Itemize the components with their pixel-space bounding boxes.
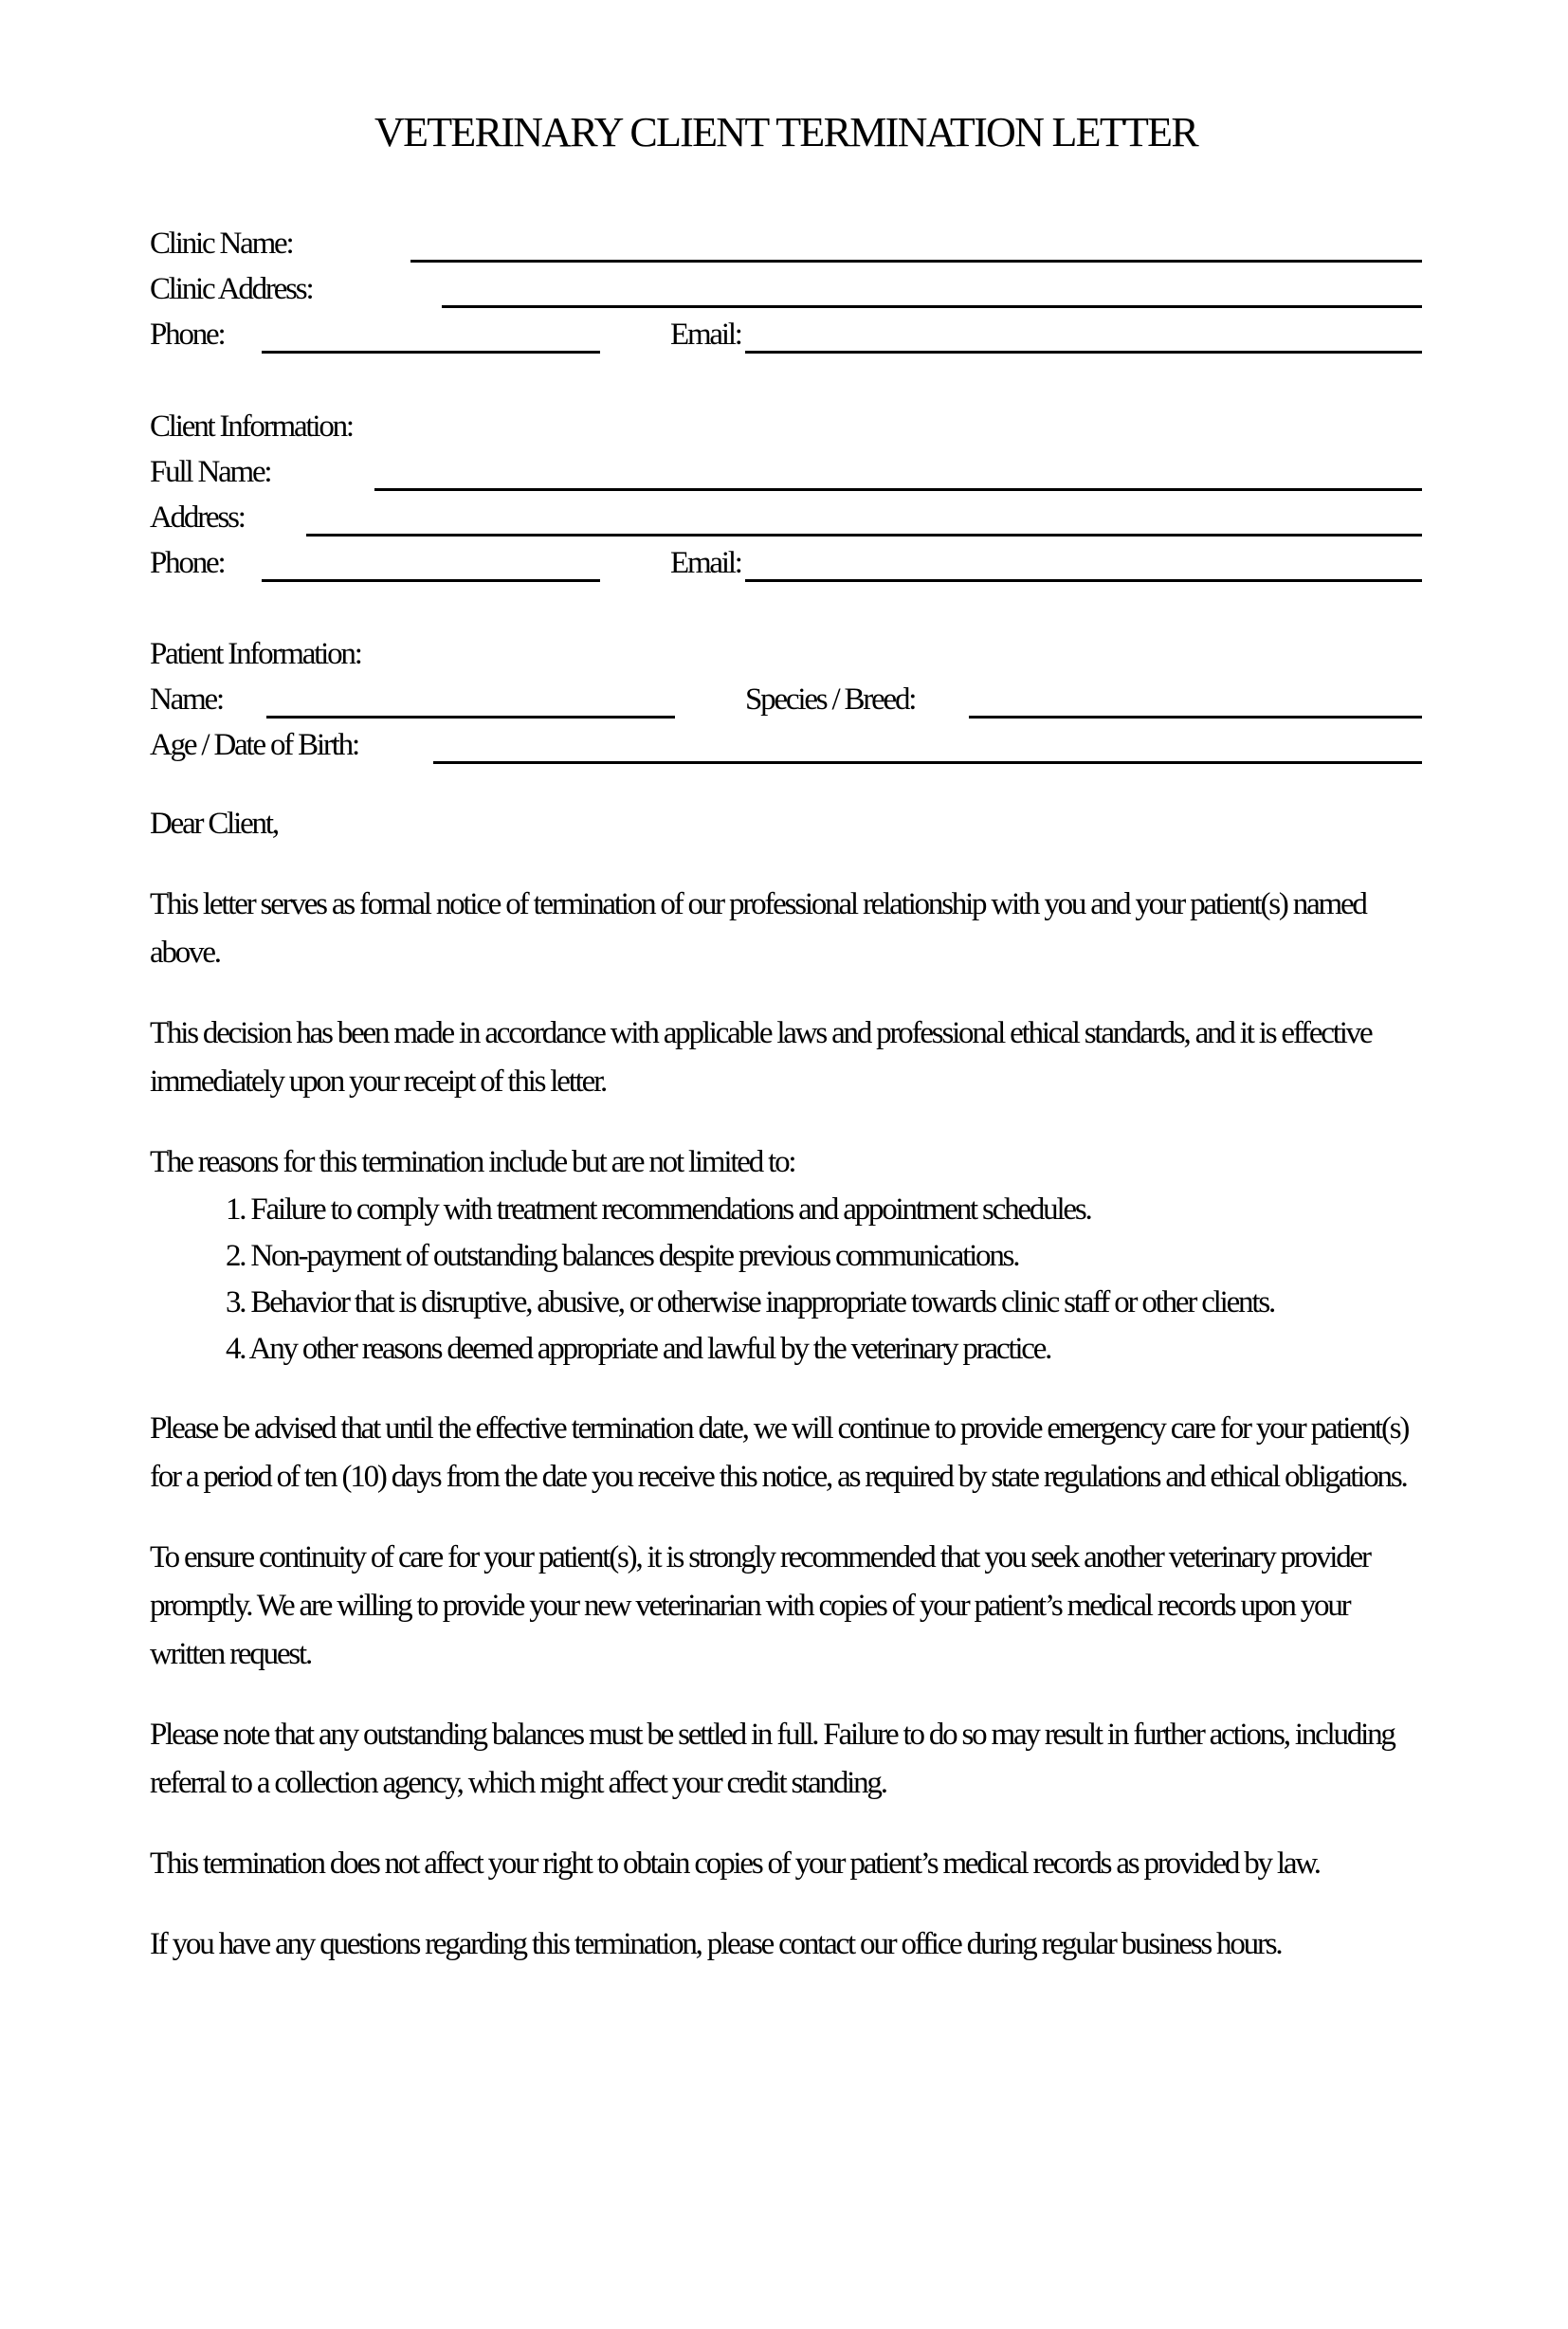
spacer — [600, 544, 670, 582]
clinic-address-field[interactable] — [442, 270, 1422, 308]
paragraph-continuity-of-care: To ensure continuity of care for your patient(s), it is strongly recommended that you seek another veterinary provider promptly. We are willing to provide your new veterinarian with copies of your patient’s medical records upon your written request. — [150, 1540, 1370, 1671]
client-email-field[interactable] — [745, 544, 1422, 582]
letter-body — [150, 800, 1422, 1969]
clinic-email-label: Email: — [670, 318, 741, 352]
client-full-name-label: Full Name: — [150, 455, 271, 489]
paragraph-decision: This decision has been made in accordance with applicable laws and professional ethical standards, and it is effective immediately upon your receipt of this letter. — [150, 1016, 1372, 1099]
clinic-address-label: Clinic Address: — [150, 272, 313, 306]
clinic-phone-field[interactable] — [262, 316, 600, 354]
clinic-address-row — [150, 270, 1422, 308]
client-information-heading: Client Information: — [150, 409, 353, 444]
client-address-field[interactable] — [306, 499, 1422, 537]
patient-age-dob-label: Age / Date of Birth: — [150, 728, 358, 762]
client-address-row — [150, 499, 1422, 537]
client-full-name-row — [150, 453, 1422, 491]
client-address-label: Address: — [150, 500, 245, 535]
paragraph-questions: If you have any questions regarding this termination, please contact our office during regular business hours. — [150, 1927, 1282, 1961]
document-page — [0, 109, 1568, 2329]
patient-name-label: Name: — [150, 682, 223, 717]
reason-item-4: 4. Any other reasons deemed appropriate and lawful by the veterinary practice. — [226, 1332, 1051, 1366]
clinic-phone-label: Phone: — [150, 318, 225, 352]
salutation: Dear Client, — [150, 807, 278, 841]
clinic-phone-email-row — [150, 316, 1422, 354]
patient-age-dob-field[interactable] — [433, 726, 1422, 764]
reason-item-1: 1. Failure to comply with treatment recommendations and appointment schedules. — [226, 1192, 1091, 1227]
spacer — [600, 316, 670, 354]
header-form — [150, 225, 1422, 764]
paragraph-notice: This letter serves as formal notice of termination of our professional relationship with you and your patient(s) named above. — [150, 887, 1366, 970]
paragraph-outstanding-balances: Please note that any outstanding balances must be settled in full. Failure to do so may result in further actions, including referral to a collection agency, which might affect your credit standing. — [150, 1718, 1395, 1800]
client-phone-email-row — [150, 544, 1422, 582]
client-email-label: Email: — [670, 546, 741, 580]
clinic-name-field[interactable] — [410, 225, 1422, 263]
paragraph-records-rights: This termination does not affect your right to obtain copies of your patient’s medical records as provided by law. — [150, 1847, 1320, 1881]
reasons-list — [150, 1187, 1422, 1373]
reason-item-3: 3. Behavior that is disruptive, abusive, or otherwise inappropriate towards clinic staff or other clients. — [226, 1285, 1275, 1319]
reason-item-2: 2. Non-payment of outstanding balances despite previous communications. — [226, 1239, 1019, 1273]
clinic-name-row — [150, 225, 1422, 263]
client-full-name-field[interactable] — [374, 453, 1422, 491]
clinic-name-label: Clinic Name: — [150, 227, 293, 261]
patient-information-heading: Patient Information: — [150, 637, 361, 671]
page-title: VETERINARY CLIENT TERMINATION LETTER — [374, 109, 1197, 155]
client-phone-label: Phone: — [150, 546, 225, 580]
clinic-email-field[interactable] — [745, 316, 1422, 354]
reasons-intro: The reasons for this termination include but are not limited to: — [150, 1145, 795, 1179]
spacer — [675, 681, 745, 719]
patient-species-breed-label: Species / Breed: — [745, 682, 916, 717]
client-phone-field[interactable] — [262, 544, 600, 582]
patient-name-field[interactable] — [266, 681, 675, 719]
patient-species-breed-field[interactable] — [969, 681, 1422, 719]
patient-name-species-row — [150, 681, 1422, 719]
paragraph-emergency-care: Please be advised that until the effective termination date, we will continue to provide emergency care for your patient(s) for a period of ten (10) days from the date you receive this notice, as required by state regulations and ethical obligations. — [150, 1411, 1409, 1494]
patient-age-dob-row — [150, 726, 1422, 764]
